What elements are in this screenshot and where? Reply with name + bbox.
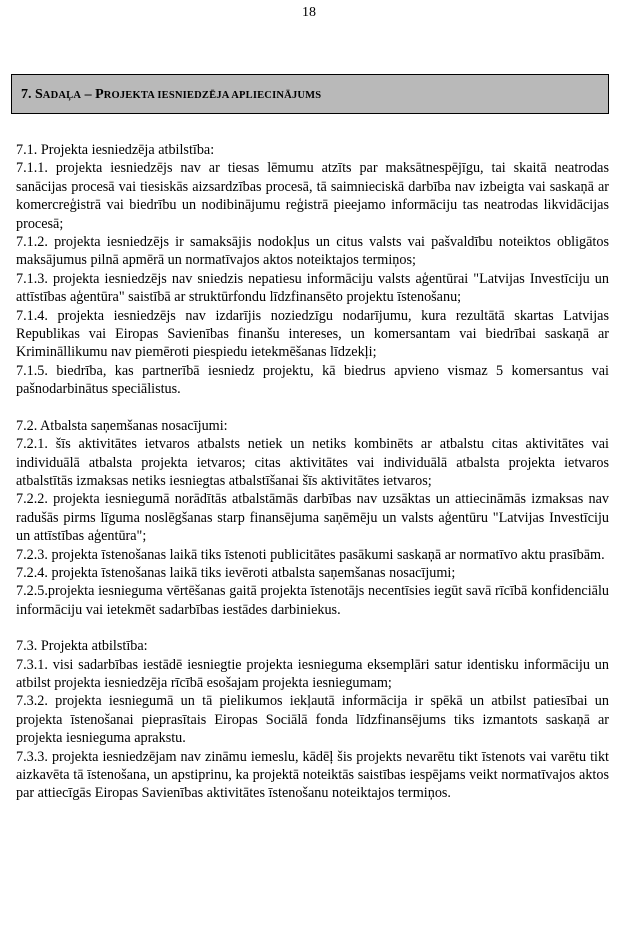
document-body [16,141,609,803]
section-title-initial: P [95,87,104,102]
clause-item: 7.2.2. projekta iesniegumā norādītās atbalstāmās darbības nav uzsāktas un attiecināmās izmaksas nav radušās pirms līguma noslēgšanas starp finansējuma saņēmēju un valsts aģentūru "Latvijas Investīciju un attīstības aģentūra"; [16,491,609,545]
section-word-initial: S [35,87,43,102]
clause-group-7-1 [16,141,609,399]
section-header [11,74,609,114]
clause-item: 7.1.5. biedrība, kas partnerībā iesniedz projektu, kā biedrus apvieno vismaz 5 komersantus vai pašnodarbinātus speciālistus. [16,362,609,398]
section-dash: – [81,87,96,102]
clause-item: 7.1.1. projekta iesniedzējs nav ar tiesas lēmumu atzīts par maksātnespējīgu, tai skaitā neatrodas sanācijas procesā vai tiesiskās aizsardzības procesā, tā saimnieciskā darbība nav izbeigta vai saskaņā ar komercreģistrā vai biedrību un nodibinājumu reģistrā pieejamo informāciju tas neatrodas likvidācijas procesā; [16,160,609,232]
clause-item: 7.3.3. projekta iesniedzējam nav zināmu iemeslu, kādēļ šis projekts nevarētu tikt īstenots vai varētu tikt aizkavēta tā īstenošana, un apstiprinu, ka projektā noteiktās saistības iespējams veikt normatīvajos aktos par attiecīgās Eiropas Savienības aktivitātes īstenošanu noteiktajos termiņos. [16,748,609,802]
clause-item: 7.2.4. projekta īstenošanas laikā tiks ievēroti atbalsta saņemšanas nosacījumi; [16,564,456,581]
clause-group-heading: 7.2. Atbalsta saņemšanas nosacījumi: [16,417,228,434]
clause-group-heading: 7.3. Projekta atbilstība: [16,638,148,655]
clause-item: 7.2.1. šīs aktivitātes ietvaros atbalsts netiek un netiks kombinēts ar atbalstu citas aktivitātes vai individuālā atbalsta projekta ietvaros; citas aktivitātes vai individuālā atbalsta projekta ietvaros atbalstītās izmaksas netiks iesniegtas atbalstīšanai šīs aktivitātes ietvaros; [16,436,609,489]
clause-item: 7.3.2. projekta iesniegumā un tā pielikumos iekļautā informācija ir spēkā un atbilst patiesībai un projekta īstenošanai pieprasītais Eiropas Sociālā fonda līdzfinansējums tiks izmantots saskaņā ar projekta iesnieguma aprakstu. [16,693,609,747]
page-number: 18 [302,5,316,20]
clause-group-heading: 7.1. Projekta iesniedzēja atbilstība: [16,142,215,158]
section-number: 7. [21,87,35,102]
clause-group-7-3 [16,637,609,803]
clause-item: 7.3.1. visi sadarbības iestādē iesniegtie projekta iesnieguma eksemplāri satur identisku informāciju un atbilst projekta iesniedzēja rīcībā esošajam projekta iesniegumam; [16,656,609,691]
section-title-rest: ROJEKTA IESNIEDZĒJA APLIECINĀJUMS [103,90,322,101]
section-word-rest: ADAĻA [42,90,82,101]
clause-item: 7.2.5.projekta iesnieguma vērtēšanas gaitā projekta īstenotājs necentīsies iegūt savā rīcībā konfidenciālu informāciju vai ietekmēt sadarbības iestādes darbiniekus. [16,583,609,618]
clause-item: 7.1.4. projekta iesniedzējs nav izdarījis noziedzīgu nodarījumu, kura rezultātā skartas Latvijas Republikas vai Eiropas Savienības finanšu intereses, un komersantam vai biedrībai saskaņā ar Krimināllikumu nav piemēroti piespiedu ietekmēšanas līdzekļi; [16,307,609,361]
clause-group-7-2 [16,417,609,619]
clause-item: 7.1.2. projekta iesniedzējs ir samaksājis nodokļus un citus valsts vai pašvaldību noteiktos obligātos maksājumus pilnā apmērā un normatīvajos aktos noteiktajos termiņos; [16,234,609,269]
clause-item: 7.2.3. projekta īstenošanas laikā tiks īstenoti publicitātes pasākumi saskaņā ar normatīvo aktu prasībām. [16,546,605,563]
clause-item: 7.1.3. projekta iesniedzējs nav sniedzis nepatiesu informāciju valsts aģentūrai "Latvijas Investīciju un attīstības aģentūra" saistībā ar struktūrfondu līdzfinansēto projektu īstenošanu; [16,270,609,306]
